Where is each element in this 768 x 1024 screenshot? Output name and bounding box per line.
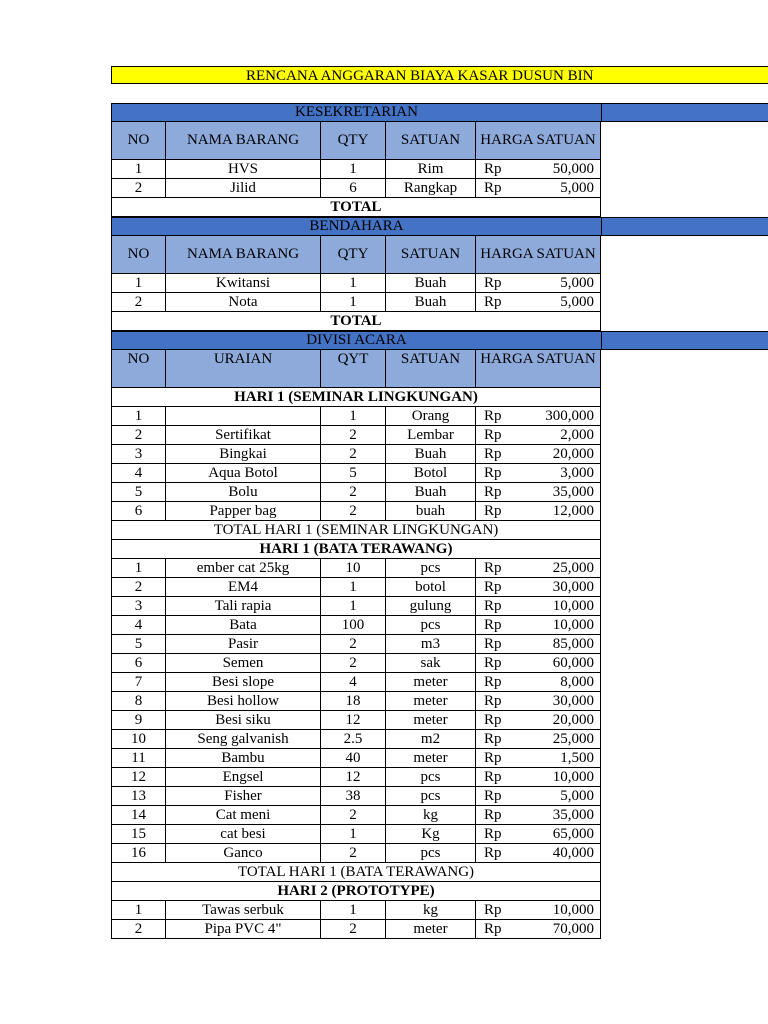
- cell-price[interactable]: [476, 502, 601, 521]
- currency-label: Rp: [484, 787, 502, 804]
- price-value: 25,000: [552, 559, 594, 576]
- cell-price[interactable]: [476, 464, 601, 483]
- cell-item[interactable]: Semen: [166, 654, 321, 673]
- cell-no[interactable]: 16: [111, 844, 166, 863]
- subsection-title-row-cell[interactable]: HARI 1 (SEMINAR LINGKUNGAN): [111, 388, 601, 407]
- subsection-title-row-cell[interactable]: HARI 2 (PROTOTYPE): [111, 882, 601, 901]
- currency-label: Rp: [484, 274, 502, 291]
- cell-no[interactable]: 5: [111, 483, 166, 502]
- total-row-cell[interactable]: TOTAL: [111, 198, 601, 217]
- cell-price[interactable]: [476, 844, 601, 863]
- cell-no[interactable]: 2: [111, 179, 166, 198]
- cell-price[interactable]: [476, 616, 601, 635]
- price-value: 1,500: [560, 749, 594, 766]
- price-value: 3,000: [560, 464, 594, 481]
- cell-no[interactable]: 15: [111, 825, 166, 844]
- header-item[interactable]: NAMA BARANG: [166, 236, 321, 274]
- cell-item[interactable]: HVS: [166, 160, 321, 179]
- section-title: KESEKRETARIAN: [112, 104, 602, 121]
- price-value: 60,000: [552, 654, 594, 671]
- currency-label: Rp: [484, 578, 502, 595]
- cell-no[interactable]: 13: [111, 787, 166, 806]
- header-row: [111, 122, 768, 160]
- cell-item[interactable]: Bingkai: [166, 445, 321, 464]
- cell-qty[interactable]: 18: [321, 692, 386, 711]
- cell-unit[interactable]: pcs: [386, 559, 476, 578]
- table-row: [111, 654, 768, 673]
- cell-no[interactable]: 11: [111, 749, 166, 768]
- cell-item[interactable]: Bambu: [166, 749, 321, 768]
- price-value: 5,000: [560, 179, 594, 196]
- header-unit[interactable]: SATUAN: [386, 122, 476, 160]
- cell-qty[interactable]: 100: [321, 616, 386, 635]
- cell-qty[interactable]: 1: [321, 407, 386, 426]
- table-row: [111, 920, 768, 939]
- cell-price[interactable]: [476, 597, 601, 616]
- cell-price[interactable]: [476, 559, 601, 578]
- cell-no[interactable]: 1: [111, 407, 166, 426]
- price-value: 10,000: [552, 901, 594, 918]
- currency-label: Rp: [484, 768, 502, 785]
- cell-price[interactable]: [476, 654, 601, 673]
- table-row: [111, 787, 768, 806]
- cell-item[interactable]: Nota: [166, 293, 321, 312]
- cell-item[interactable]: Engsel: [166, 768, 321, 787]
- cell-no[interactable]: 1: [111, 274, 166, 293]
- cell-qty[interactable]: 2: [321, 806, 386, 825]
- cell-item[interactable]: Kwitansi: [166, 274, 321, 293]
- cell-item[interactable]: Jilid: [166, 179, 321, 198]
- cell-no[interactable]: 2: [111, 426, 166, 445]
- currency-label: Rp: [484, 293, 502, 310]
- header-price[interactable]: HARGA SATUAN: [476, 122, 601, 160]
- currency-label: Rp: [484, 901, 502, 918]
- section-band: [111, 103, 768, 122]
- cell-no[interactable]: 12: [111, 768, 166, 787]
- cell-qty[interactable]: 1: [321, 293, 386, 312]
- table-row: [111, 160, 768, 179]
- cell-item[interactable]: Besi siku: [166, 711, 321, 730]
- table-row: [111, 464, 768, 483]
- cell-qty[interactable]: 12: [321, 711, 386, 730]
- cell-unit[interactable]: Buah: [386, 483, 476, 502]
- cell-no[interactable]: 6: [111, 654, 166, 673]
- price-value: 5,000: [560, 787, 594, 804]
- table-row: [111, 502, 768, 521]
- cell-item[interactable]: Sertifikat: [166, 426, 321, 445]
- price-value: 2,000: [560, 426, 594, 443]
- table-row: [111, 407, 768, 426]
- price-value: 10,000: [552, 597, 594, 614]
- cell-item[interactable]: Pipa PVC 4": [166, 920, 321, 939]
- cell-no[interactable]: 8: [111, 692, 166, 711]
- price-value: 5,000: [560, 293, 594, 310]
- cell-unit[interactable]: Buah: [386, 293, 476, 312]
- header-qty[interactable]: QYT: [321, 350, 386, 388]
- currency-label: Rp: [484, 635, 502, 652]
- cell-price[interactable]: [476, 749, 601, 768]
- table-row: [111, 844, 768, 863]
- table-row: [111, 274, 768, 293]
- cell-no[interactable]: 1: [111, 160, 166, 179]
- cell-item[interactable]: ember cat 25kg: [166, 559, 321, 578]
- cell-item[interactable]: Bolu: [166, 483, 321, 502]
- cell-item[interactable]: Seng galvanish: [166, 730, 321, 749]
- cell-no[interactable]: 2: [111, 578, 166, 597]
- section-band: [111, 331, 768, 350]
- cell-unit[interactable]: sak: [386, 654, 476, 673]
- budget-table: [111, 103, 768, 939]
- table-row: [111, 597, 768, 616]
- table-row: [111, 692, 768, 711]
- cell-item[interactable]: Cat meni: [166, 806, 321, 825]
- cell-no[interactable]: 4: [111, 616, 166, 635]
- subtotal-row-cell[interactable]: TOTAL HARI 1 (SEMINAR LINGKUNGAN): [111, 521, 601, 540]
- cell-price[interactable]: [476, 578, 601, 597]
- cell-qty[interactable]: 4: [321, 673, 386, 692]
- cell-item[interactable]: Aqua Botol: [166, 464, 321, 483]
- table-row: [111, 616, 768, 635]
- section-band-row: [111, 103, 768, 122]
- cell-no[interactable]: 1: [111, 901, 166, 920]
- price-value: 5,000: [560, 274, 594, 291]
- section-band-row: [111, 217, 768, 236]
- cell-qty[interactable]: 10: [321, 559, 386, 578]
- header-no[interactable]: NO: [111, 122, 166, 160]
- currency-label: Rp: [484, 502, 502, 519]
- cell-price[interactable]: [476, 635, 601, 654]
- subsection-title-row-cell[interactable]: HARI 1 (BATA TERAWANG): [111, 540, 601, 559]
- price-value: 65,000: [552, 825, 594, 842]
- currency-label: Rp: [484, 559, 502, 576]
- currency-label: Rp: [484, 711, 502, 728]
- cell-qty[interactable]: 2.5: [321, 730, 386, 749]
- table-row: [111, 730, 768, 749]
- table-row: [111, 749, 768, 768]
- header-row: [111, 236, 768, 274]
- price-value: 20,000: [552, 445, 594, 462]
- cell-unit[interactable]: pcs: [386, 844, 476, 863]
- cell-price[interactable]: [476, 787, 601, 806]
- table-row: [111, 806, 768, 825]
- price-value: 30,000: [552, 692, 594, 709]
- cell-qty[interactable]: 1: [321, 160, 386, 179]
- cell-qty[interactable]: 1: [321, 274, 386, 293]
- subtotal-row: [111, 863, 768, 882]
- cell-qty[interactable]: 2: [321, 654, 386, 673]
- cell-item[interactable]: Bata: [166, 616, 321, 635]
- cell-unit[interactable]: Rangkap: [386, 179, 476, 198]
- header-no[interactable]: NO: [111, 350, 166, 388]
- currency-label: Rp: [484, 920, 502, 937]
- currency-label: Rp: [484, 179, 502, 196]
- cell-price[interactable]: [476, 692, 601, 711]
- cell-item[interactable]: Fisher: [166, 787, 321, 806]
- cell-unit[interactable]: pcs: [386, 787, 476, 806]
- cell-qty[interactable]: 2: [321, 920, 386, 939]
- section-band-row: [111, 331, 768, 350]
- currency-label: Rp: [484, 825, 502, 842]
- header-qty[interactable]: QTY: [321, 122, 386, 160]
- cell-price[interactable]: [476, 768, 601, 787]
- section-title: DIVISI ACARA: [112, 332, 602, 349]
- currency-label: Rp: [484, 692, 502, 709]
- sheet-title: [111, 66, 768, 84]
- cell-item[interactable]: Ganco: [166, 844, 321, 863]
- cell-price[interactable]: [476, 407, 601, 426]
- subsection-title-row: [111, 388, 768, 407]
- cell-unit[interactable]: pcs: [386, 616, 476, 635]
- cell-qty[interactable]: 2: [321, 635, 386, 654]
- header-row: [111, 350, 768, 388]
- cell-price[interactable]: [476, 483, 601, 502]
- currency-label: Rp: [484, 426, 502, 443]
- cell-unit[interactable]: Lembar: [386, 426, 476, 445]
- currency-label: Rp: [484, 673, 502, 690]
- cell-price[interactable]: [476, 179, 601, 198]
- cell-price[interactable]: [476, 901, 601, 920]
- table-row: [111, 901, 768, 920]
- cell-unit[interactable]: Buah: [386, 445, 476, 464]
- price-value: 50,000: [552, 160, 594, 177]
- cell-qty[interactable]: 2: [321, 426, 386, 445]
- total-row-cell[interactable]: TOTAL: [111, 312, 601, 331]
- cell-qty[interactable]: 1: [321, 597, 386, 616]
- price-value: 20,000: [552, 711, 594, 728]
- currency-label: Rp: [484, 806, 502, 823]
- cell-price[interactable]: [476, 825, 601, 844]
- table-row: [111, 293, 768, 312]
- cell-no[interactable]: 2: [111, 920, 166, 939]
- cell-unit[interactable]: m3: [386, 635, 476, 654]
- cell-no[interactable]: 10: [111, 730, 166, 749]
- table-row: [111, 445, 768, 464]
- total-row: [111, 198, 768, 217]
- cell-item[interactable]: EM4: [166, 578, 321, 597]
- cell-item[interactable]: Besi slope: [166, 673, 321, 692]
- cell-item[interactable]: Tawas serbuk: [166, 901, 321, 920]
- cell-no[interactable]: 3: [111, 445, 166, 464]
- price-value: 25,000: [552, 730, 594, 747]
- header-item[interactable]: NAMA BARANG: [166, 122, 321, 160]
- header-price[interactable]: HARGA SATUAN: [476, 236, 601, 274]
- cell-unit[interactable]: botol: [386, 578, 476, 597]
- table-row: [111, 711, 768, 730]
- cell-unit[interactable]: meter: [386, 920, 476, 939]
- cell-price[interactable]: [476, 730, 601, 749]
- cell-unit[interactable]: meter: [386, 692, 476, 711]
- cell-unit[interactable]: gulung: [386, 597, 476, 616]
- price-value: 30,000: [552, 578, 594, 595]
- section-title: BENDAHARA: [112, 218, 602, 235]
- table-row: [111, 559, 768, 578]
- cell-price[interactable]: [476, 445, 601, 464]
- cell-price[interactable]: [476, 806, 601, 825]
- cell-item[interactable]: [166, 407, 321, 426]
- cell-qty[interactable]: 2: [321, 502, 386, 521]
- cell-no[interactable]: 4: [111, 464, 166, 483]
- table-row: [111, 426, 768, 445]
- header-unit[interactable]: SATUAN: [386, 236, 476, 274]
- currency-label: Rp: [484, 844, 502, 861]
- cell-unit[interactable]: meter: [386, 711, 476, 730]
- cell-price[interactable]: [476, 673, 601, 692]
- sheet-title-text: RENCANA ANGGARAN BIAYA KASAR DUSUN BIN: [246, 68, 594, 84]
- price-value: 40,000: [552, 844, 594, 861]
- table-row: [111, 673, 768, 692]
- subtotal-row-cell[interactable]: TOTAL HARI 1 (BATA TERAWANG): [111, 863, 601, 882]
- currency-label: Rp: [484, 616, 502, 633]
- subtotal-row: [111, 521, 768, 540]
- table-row: [111, 825, 768, 844]
- cell-qty[interactable]: 1: [321, 901, 386, 920]
- cell-no[interactable]: 9: [111, 711, 166, 730]
- currency-label: Rp: [484, 654, 502, 671]
- table-row: [111, 578, 768, 597]
- cell-qty[interactable]: 40: [321, 749, 386, 768]
- cell-unit[interactable]: Kg: [386, 825, 476, 844]
- cell-no[interactable]: 6: [111, 502, 166, 521]
- cell-price[interactable]: [476, 920, 601, 939]
- price-value: 10,000: [552, 768, 594, 785]
- subsection-title-row: [111, 882, 768, 901]
- cell-qty[interactable]: 2: [321, 445, 386, 464]
- price-value: 85,000: [552, 635, 594, 652]
- cell-no[interactable]: 2: [111, 293, 166, 312]
- table-row: [111, 635, 768, 654]
- cell-price[interactable]: [476, 160, 601, 179]
- subsection-title-row: [111, 540, 768, 559]
- cell-unit[interactable]: m2: [386, 730, 476, 749]
- cell-unit[interactable]: Orang: [386, 407, 476, 426]
- header-item[interactable]: URAIAN: [166, 350, 321, 388]
- cell-qty[interactable]: 2: [321, 844, 386, 863]
- cell-unit[interactable]: kg: [386, 806, 476, 825]
- cell-item[interactable]: cat besi: [166, 825, 321, 844]
- table-row: [111, 179, 768, 198]
- cell-unit[interactable]: Buah: [386, 274, 476, 293]
- table-row: [111, 483, 768, 502]
- currency-label: Rp: [484, 483, 502, 500]
- cell-unit[interactable]: Rim: [386, 160, 476, 179]
- cell-qty[interactable]: 12: [321, 768, 386, 787]
- currency-label: Rp: [484, 730, 502, 747]
- currency-label: Rp: [484, 407, 502, 424]
- price-value: 8,000: [560, 673, 594, 690]
- currency-label: Rp: [484, 597, 502, 614]
- cell-price[interactable]: [476, 426, 601, 445]
- cell-unit[interactable]: meter: [386, 673, 476, 692]
- price-value: 300,000: [545, 407, 594, 424]
- cell-unit[interactable]: buah: [386, 502, 476, 521]
- cell-unit[interactable]: pcs: [386, 768, 476, 787]
- cell-item[interactable]: Pasir: [166, 635, 321, 654]
- section-band: [111, 217, 768, 236]
- cell-item[interactable]: Papper bag: [166, 502, 321, 521]
- cell-qty[interactable]: 2: [321, 483, 386, 502]
- cell-qty[interactable]: 5: [321, 464, 386, 483]
- currency-label: Rp: [484, 445, 502, 462]
- cell-price[interactable]: [476, 274, 601, 293]
- cell-item[interactable]: Besi hollow: [166, 692, 321, 711]
- cell-unit[interactable]: meter: [386, 749, 476, 768]
- cell-qty[interactable]: 1: [321, 825, 386, 844]
- cell-price[interactable]: [476, 711, 601, 730]
- header-price[interactable]: HARGA SATUAN: [476, 350, 601, 388]
- cell-no[interactable]: 14: [111, 806, 166, 825]
- header-unit[interactable]: SATUAN: [386, 350, 476, 388]
- cell-item[interactable]: Tali rapia: [166, 597, 321, 616]
- cell-no[interactable]: 5: [111, 635, 166, 654]
- header-no[interactable]: NO: [111, 236, 166, 274]
- total-row: [111, 312, 768, 331]
- cell-unit[interactable]: kg: [386, 901, 476, 920]
- header-qty[interactable]: QTY: [321, 236, 386, 274]
- cell-price[interactable]: [476, 293, 601, 312]
- cell-qty[interactable]: 1: [321, 578, 386, 597]
- table-row: [111, 768, 768, 787]
- price-value: 70,000: [552, 920, 594, 937]
- currency-label: Rp: [484, 160, 502, 177]
- cell-qty[interactable]: 6: [321, 179, 386, 198]
- cell-no[interactable]: 1: [111, 559, 166, 578]
- price-value: 35,000: [552, 483, 594, 500]
- price-value: 35,000: [552, 806, 594, 823]
- cell-no[interactable]: 7: [111, 673, 166, 692]
- currency-label: Rp: [484, 749, 502, 766]
- currency-label: Rp: [484, 464, 502, 481]
- price-value: 12,000: [552, 502, 594, 519]
- cell-unit[interactable]: Botol: [386, 464, 476, 483]
- cell-qty[interactable]: 38: [321, 787, 386, 806]
- price-value: 10,000: [552, 616, 594, 633]
- cell-no[interactable]: 3: [111, 597, 166, 616]
